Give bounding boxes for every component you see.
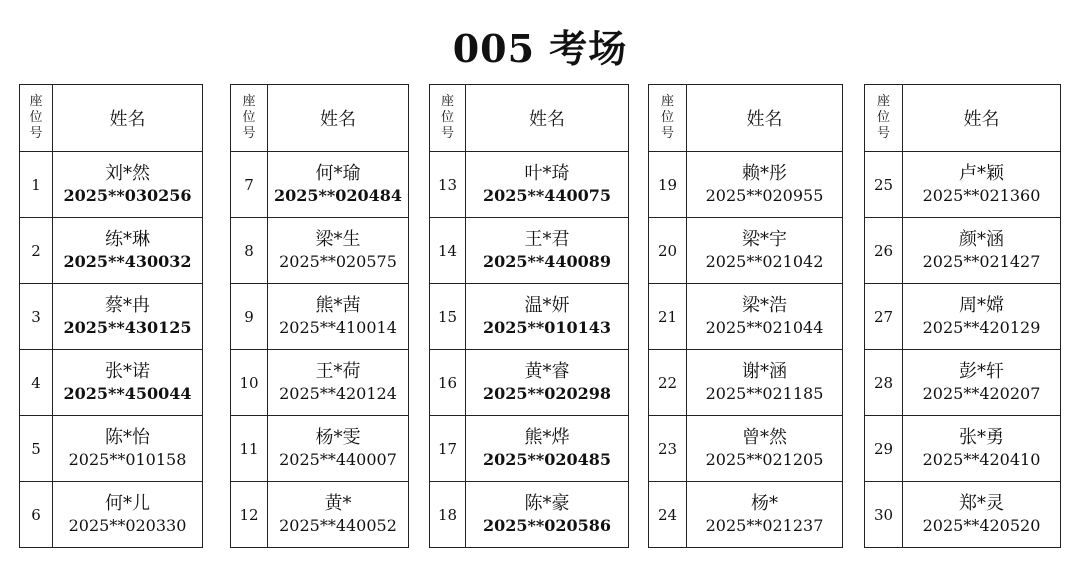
student-cell <box>903 350 1061 416</box>
student-name: 张*诺 <box>105 360 150 382</box>
seat-number: 4 <box>20 350 53 416</box>
table-header-row <box>865 85 1061 152</box>
student-cell <box>466 218 629 284</box>
table-row <box>430 218 629 284</box>
table-row <box>649 152 843 218</box>
student-id: 2025**440089 <box>482 251 612 271</box>
student-name: 陈*怡 <box>105 426 150 448</box>
table-row <box>649 284 843 350</box>
seat-number: 19 <box>649 152 687 218</box>
student-cell <box>903 482 1061 548</box>
seat-number: 24 <box>649 482 687 548</box>
table-row <box>865 416 1061 482</box>
seat-number: 20 <box>649 218 687 284</box>
student-cell <box>466 152 629 218</box>
student-name: 杨* <box>751 492 778 514</box>
table-row <box>649 482 843 548</box>
student-cell <box>687 218 843 284</box>
student-cell <box>268 218 409 284</box>
seat-number: 29 <box>865 416 903 482</box>
student-id: 2025**420129 <box>922 317 1041 337</box>
table-row <box>20 350 203 416</box>
seat-number: 7 <box>231 152 268 218</box>
student-name: 何*儿 <box>105 492 150 514</box>
name-column-header: 姓名 <box>268 85 409 152</box>
student-id: 2025**020484 <box>273 185 403 205</box>
student-name: 彭*轩 <box>959 360 1004 382</box>
table-row <box>865 350 1061 416</box>
student-name: 黄* <box>324 492 352 514</box>
student-cell <box>466 482 629 548</box>
seat-number: 6 <box>20 482 53 548</box>
seat-number: 23 <box>649 416 687 482</box>
student-id: 2025**021185 <box>705 383 824 403</box>
table-row <box>865 482 1061 548</box>
student-cell <box>53 284 203 350</box>
student-id: 2025**020485 <box>482 449 612 469</box>
student-name: 何*瑜 <box>315 162 361 184</box>
student-id: 2025**021360 <box>922 185 1041 205</box>
table-row <box>231 152 409 218</box>
student-cell <box>903 284 1061 350</box>
student-cell <box>466 284 629 350</box>
student-name: 王*荷 <box>315 360 361 382</box>
student-name: 黄*睿 <box>524 360 570 382</box>
seat-number: 15 <box>430 284 466 350</box>
student-id: 2025**440052 <box>279 515 397 535</box>
table-row <box>231 482 409 548</box>
table-row <box>865 284 1061 350</box>
seat-table-2 <box>230 84 409 548</box>
student-id: 2025**020586 <box>482 515 612 535</box>
table-row <box>20 152 203 218</box>
student-name: 赖*彤 <box>742 162 787 184</box>
seat-column-header: 座 位 号 <box>649 85 687 152</box>
seat-number: 26 <box>865 218 903 284</box>
name-column-header: 姓名 <box>903 85 1061 152</box>
table-row <box>231 416 409 482</box>
student-cell <box>53 416 203 482</box>
seat-number: 30 <box>865 482 903 548</box>
student-name: 温*妍 <box>524 294 570 316</box>
student-id: 2025**430125 <box>63 317 192 337</box>
name-column-header: 姓名 <box>687 85 843 152</box>
seat-number: 28 <box>865 350 903 416</box>
table-row <box>649 218 843 284</box>
student-name: 郑*灵 <box>959 492 1004 514</box>
student-cell <box>53 350 203 416</box>
seat-table-5 <box>864 84 1061 548</box>
student-name: 梁*浩 <box>742 294 787 316</box>
seat-number: 11 <box>231 416 268 482</box>
table-header-row <box>20 85 203 152</box>
student-name: 张*勇 <box>959 426 1004 448</box>
student-id: 2025**021044 <box>705 317 824 337</box>
table-row <box>20 482 203 548</box>
student-id: 2025**020298 <box>482 383 612 403</box>
student-cell <box>268 416 409 482</box>
seat-table-4 <box>648 84 843 548</box>
table-row <box>231 218 409 284</box>
seat-number: 27 <box>865 284 903 350</box>
seat-number: 14 <box>430 218 466 284</box>
student-id: 2025**021042 <box>705 251 824 271</box>
seat-number: 8 <box>231 218 268 284</box>
seat-column-header: 座 位 号 <box>231 85 268 152</box>
student-name: 陈*豪 <box>524 492 570 514</box>
student-id: 2025**420520 <box>922 515 1041 535</box>
student-cell <box>268 350 409 416</box>
student-name: 杨*雯 <box>315 426 361 448</box>
student-name: 卢*颖 <box>959 162 1004 184</box>
student-name: 颜*涵 <box>959 228 1004 250</box>
student-id: 2025**010158 <box>68 449 187 469</box>
student-cell <box>903 218 1061 284</box>
seat-number: 12 <box>231 482 268 548</box>
table-row <box>430 284 629 350</box>
student-name: 王*君 <box>524 228 570 250</box>
student-cell <box>903 152 1061 218</box>
student-name: 蔡*冉 <box>105 294 150 316</box>
student-name: 周*嫦 <box>959 294 1004 316</box>
student-cell <box>268 152 409 218</box>
student-cell <box>53 152 203 218</box>
seat-number: 25 <box>865 152 903 218</box>
student-cell <box>53 482 203 548</box>
table-header-row <box>231 85 409 152</box>
student-cell <box>687 284 843 350</box>
student-id: 2025**410014 <box>279 317 397 337</box>
seat-number: 5 <box>20 416 53 482</box>
table-row <box>430 350 629 416</box>
student-id: 2025**420410 <box>922 449 1041 469</box>
seat-table-1 <box>19 84 203 548</box>
student-cell <box>687 482 843 548</box>
table-row <box>430 416 629 482</box>
table-row <box>865 152 1061 218</box>
student-id: 2025**021205 <box>705 449 824 469</box>
seat-number: 9 <box>231 284 268 350</box>
student-id: 2025**020575 <box>279 251 397 271</box>
seat-number: 17 <box>430 416 466 482</box>
table-header-row <box>430 85 629 152</box>
table-row <box>649 416 843 482</box>
seat-column-header: 座 位 号 <box>20 85 53 152</box>
student-id: 2025**020330 <box>68 515 187 535</box>
student-cell <box>466 350 629 416</box>
student-name: 练*琳 <box>105 228 150 250</box>
student-name: 曾*然 <box>742 426 787 448</box>
table-row <box>865 218 1061 284</box>
seat-column-header: 座 位 号 <box>865 85 903 152</box>
seat-number: 2 <box>20 218 53 284</box>
student-cell <box>268 482 409 548</box>
student-cell <box>687 350 843 416</box>
seat-column-header: 座 位 号 <box>430 85 466 152</box>
student-id: 2025**010143 <box>482 317 612 337</box>
student-cell <box>466 416 629 482</box>
student-name: 熊*烨 <box>524 426 570 448</box>
student-id: 2025**030256 <box>63 185 192 205</box>
seat-number: 21 <box>649 284 687 350</box>
student-cell <box>53 218 203 284</box>
student-cell <box>687 152 843 218</box>
seat-table-3 <box>429 84 629 548</box>
table-row <box>430 482 629 548</box>
table-row <box>20 218 203 284</box>
table-row <box>649 350 843 416</box>
student-cell <box>687 416 843 482</box>
table-row <box>430 152 629 218</box>
student-id: 2025**450044 <box>63 383 192 403</box>
table-row <box>231 284 409 350</box>
table-row <box>20 416 203 482</box>
student-name: 熊*茜 <box>315 294 361 316</box>
name-column-header: 姓名 <box>53 85 203 152</box>
student-name: 刘*然 <box>105 162 150 184</box>
student-name: 谢*涵 <box>742 360 787 382</box>
table-header-row <box>649 85 843 152</box>
seat-number: 18 <box>430 482 466 548</box>
student-cell <box>903 416 1061 482</box>
seat-number: 22 <box>649 350 687 416</box>
student-cell <box>268 284 409 350</box>
student-name: 梁*生 <box>315 228 361 250</box>
name-column-header: 姓名 <box>466 85 629 152</box>
seat-number: 1 <box>20 152 53 218</box>
seat-number: 13 <box>430 152 466 218</box>
seat-number: 10 <box>231 350 268 416</box>
page-title: 005 考场 <box>452 26 628 71</box>
student-name: 叶*琦 <box>524 162 570 184</box>
student-id: 2025**430032 <box>63 251 192 271</box>
table-row <box>231 350 409 416</box>
seat-number: 3 <box>20 284 53 350</box>
student-id: 2025**440007 <box>279 449 397 469</box>
student-name: 梁*宇 <box>742 228 787 250</box>
student-id: 2025**020955 <box>705 185 824 205</box>
student-id: 2025**420124 <box>279 383 397 403</box>
student-id: 2025**021237 <box>705 515 824 535</box>
student-id: 2025**021427 <box>922 251 1041 271</box>
student-id: 2025**440075 <box>482 185 612 205</box>
seat-number: 16 <box>430 350 466 416</box>
student-id: 2025**420207 <box>922 383 1041 403</box>
table-row <box>20 284 203 350</box>
